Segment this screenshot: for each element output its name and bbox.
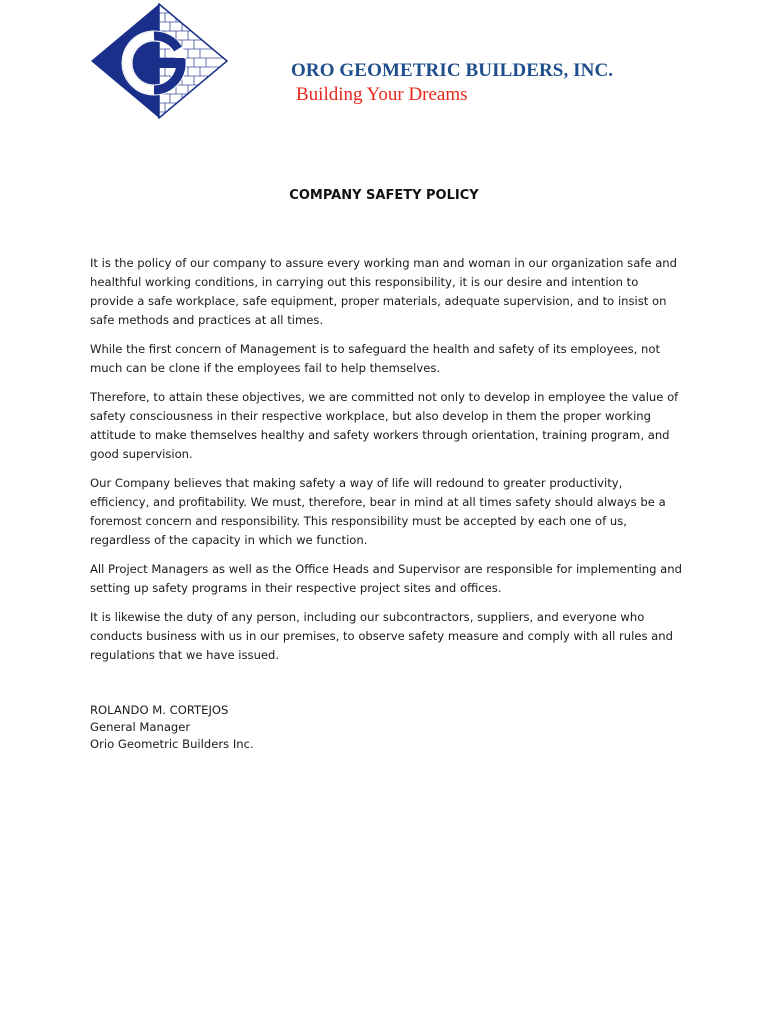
policy-paragraph: It is likewise the duty of any person, including our subcontractors, suppliers, and everyone who conducts business with us in our premises, to observe safety measure and comply with all rules and regulations that we have issued. — [90, 610, 673, 662]
document-title: COMPANY SAFETY POLICY — [289, 188, 479, 203]
company-name: ORO GEOMETRIC BUILDERS, INC. — [291, 60, 614, 81]
signatory-position: General Manager — [90, 720, 191, 734]
company-tagline: Building Your Dreams — [296, 84, 468, 105]
policy-paragraph: It is the policy of our company to assure every working man and woman in our organization safe and healthful working conditions, in carrying out this responsibility, it is our desire and intention to provide a safe workplace, safe equipment, proper materials, adequate supervision, and to insist on safe methods and practices at all times. — [90, 256, 678, 327]
company-logo — [90, 3, 228, 119]
policy-body — [90, 254, 682, 675]
policy-paragraph: Our Company believes that making safety a way of life will redound to greater productivity, efficiency, and profitability. We must, therefore, bear in mind at all times safety should always be a foremost concern and responsibility. This responsibility must be accepted by each one of us, regardless of the capacity in which we function. — [90, 476, 666, 547]
diamond-g-logo-icon — [90, 3, 228, 119]
policy-paragraph: Therefore, to attain these objectives, we are committed not only to develop in employee the value of safety consciousness in their respective workplace, but also develop in them the proper working attitude to make themselves healthy and safety workers through orientation, training program, and good supervision. — [90, 390, 679, 461]
policy-paragraph: While the first concern of Management is to safeguard the health and safety of its employees, not much can be clone if the employees fail to help themselves. — [90, 342, 661, 375]
signatory-company: Orio Geometric Builders Inc. — [90, 737, 254, 751]
policy-paragraph: All Project Managers as well as the Office Heads and Supervisor are responsible for implementing and setting up safety programs in their respective project sites and offices. — [90, 562, 682, 595]
signatory-name: ROLANDO M. CORTEJOS — [90, 703, 229, 717]
signature-block — [90, 702, 254, 753]
